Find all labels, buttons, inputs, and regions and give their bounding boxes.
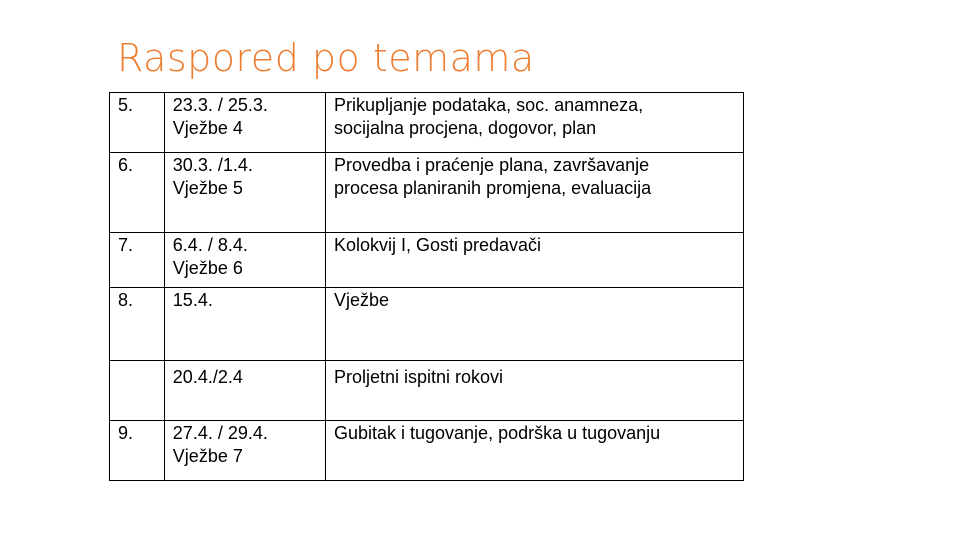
- topic-line-1: Gubitak i tugovanje, podrška u tugovanju: [333, 423, 661, 443]
- row-number: [110, 233, 165, 288]
- topic-line-2: procesa planiranih promjena, evaluacija: [333, 178, 652, 198]
- topic-cell: [325, 288, 743, 361]
- topic-cell: [325, 233, 743, 288]
- date-cell: [164, 288, 325, 361]
- row-number: [110, 361, 165, 421]
- row-number-text: 6.: [118, 155, 134, 175]
- topic-cell: [325, 421, 743, 481]
- date-text: 20.4./2.4: [172, 367, 243, 387]
- date-cell: [164, 361, 325, 421]
- table-row: [110, 361, 744, 421]
- date-text: 15.4.: [172, 290, 213, 310]
- row-number-text: 7.: [118, 235, 134, 255]
- row-number-text: 9.: [118, 423, 134, 443]
- row-number: [110, 153, 165, 233]
- session-text: Vježbe 4: [172, 118, 243, 138]
- table-row: [110, 153, 744, 233]
- schedule-table: [109, 92, 744, 481]
- table-row: [110, 93, 744, 153]
- topic-line-1: Vježbe: [333, 290, 390, 310]
- topic-line-1: Provedba i praćenje plana, završavanje: [333, 155, 650, 175]
- date-text: 6.4. / 8.4.: [172, 235, 248, 255]
- slide-title: Raspored po temama: [117, 36, 535, 80]
- date-cell: [164, 93, 325, 153]
- topic-line-1: Proljetni ispitni rokovi: [333, 367, 504, 387]
- session-text: Vježbe 5: [172, 178, 243, 198]
- topic-line-1: Prikupljanje podataka, soc. anamneza,: [333, 95, 644, 115]
- row-number: [110, 421, 165, 481]
- date-text: 27.4. / 29.4.: [172, 423, 268, 443]
- table-row: [110, 421, 744, 481]
- table-row: [110, 233, 744, 288]
- topic-cell: [325, 153, 743, 233]
- table-row: [110, 288, 744, 361]
- topic-line-2: socijalna procjena, dogovor, plan: [333, 118, 597, 138]
- date-cell: [164, 233, 325, 288]
- date-text: 30.3. /1.4.: [172, 155, 253, 175]
- row-number-text: 5.: [118, 95, 134, 115]
- date-text: 23.3. / 25.3.: [172, 95, 268, 115]
- row-number: [110, 288, 165, 361]
- topic-line-1: Kolokvij I, Gosti predavači: [333, 235, 542, 255]
- date-cell: [164, 153, 325, 233]
- row-number-text: 8.: [118, 290, 134, 310]
- topic-cell: [325, 93, 743, 153]
- session-text: Vježbe 7: [172, 446, 243, 466]
- topic-cell: [325, 361, 743, 421]
- session-text: Vježbe 6: [172, 258, 243, 278]
- row-number: [110, 93, 165, 153]
- date-cell: [164, 421, 325, 481]
